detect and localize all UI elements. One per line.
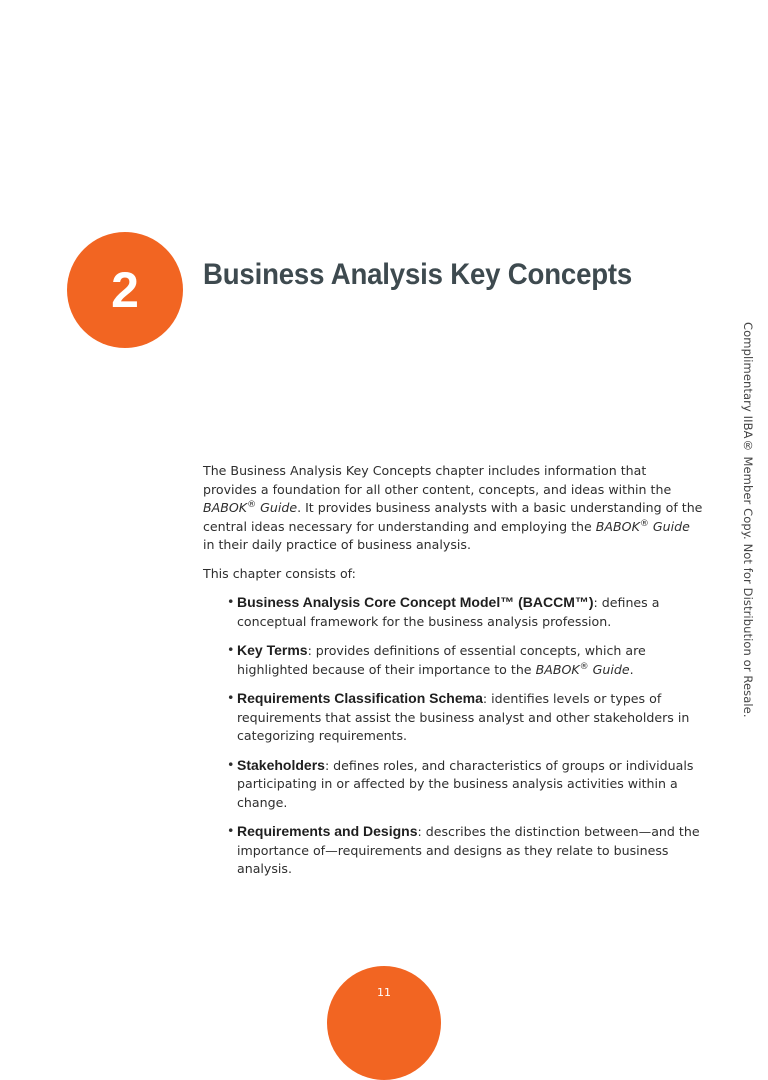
page-number-tab <box>327 966 441 1080</box>
bullet-icon: • <box>227 756 235 772</box>
page-number: 11 <box>377 986 391 999</box>
bullet-icon: • <box>227 594 235 609</box>
list-item-key-terms: • Key Terms: provides definitions of essential concepts, which are highlighted because of their importance to the BABOK® Guide. <box>227 642 646 677</box>
list-item-requirements-classification: • Requirements Classification Schema: identifies levels or types of requirements that assist the business analyst and other stakeholders in categorizing requirements. <box>227 690 690 743</box>
bullet-icon: • <box>227 823 235 838</box>
list-item-baccm: • Business Analysis Core Concept Model™ (BACCM™): defines a conceptual framework for the business analysis profession. <box>227 594 660 629</box>
bullet-icon: • <box>227 690 235 705</box>
list-item-requirements-designs: • Requirements and Designs: describes the distinction between—and the importance of—requirements and designs as they relate to business analysis. <box>227 823 700 876</box>
chapter-number: 2 <box>111 262 139 318</box>
chapter-title: Business Analysis Key Concepts <box>203 258 633 291</box>
side-copyright-note: Complimentary IIBA® Member Copy. Not for Distribution or Resale. <box>741 322 755 718</box>
list-lead-in: This chapter consists of: <box>203 565 356 581</box>
bullet-icon: • <box>227 642 235 657</box>
chapter-body <box>203 462 703 889</box>
chapter-number-badge <box>67 232 183 348</box>
list-item-stakeholders: • Stakeholders: defines roles, and characteristics of groups or individuals participating in or affected by the business analysis activities within a change. <box>227 756 694 810</box>
chapter-contents-list <box>203 593 703 879</box>
intro-paragraph: The Business Analysis Key Concepts chapter includes information that provides a foundation for all other content, concepts, and ideas within the BABOK® Guide. It provides business analysts with a basic understanding of the central ideas necessary for understanding and employing the BABOK® Guide in their daily practice of business analysis. <box>203 463 703 552</box>
